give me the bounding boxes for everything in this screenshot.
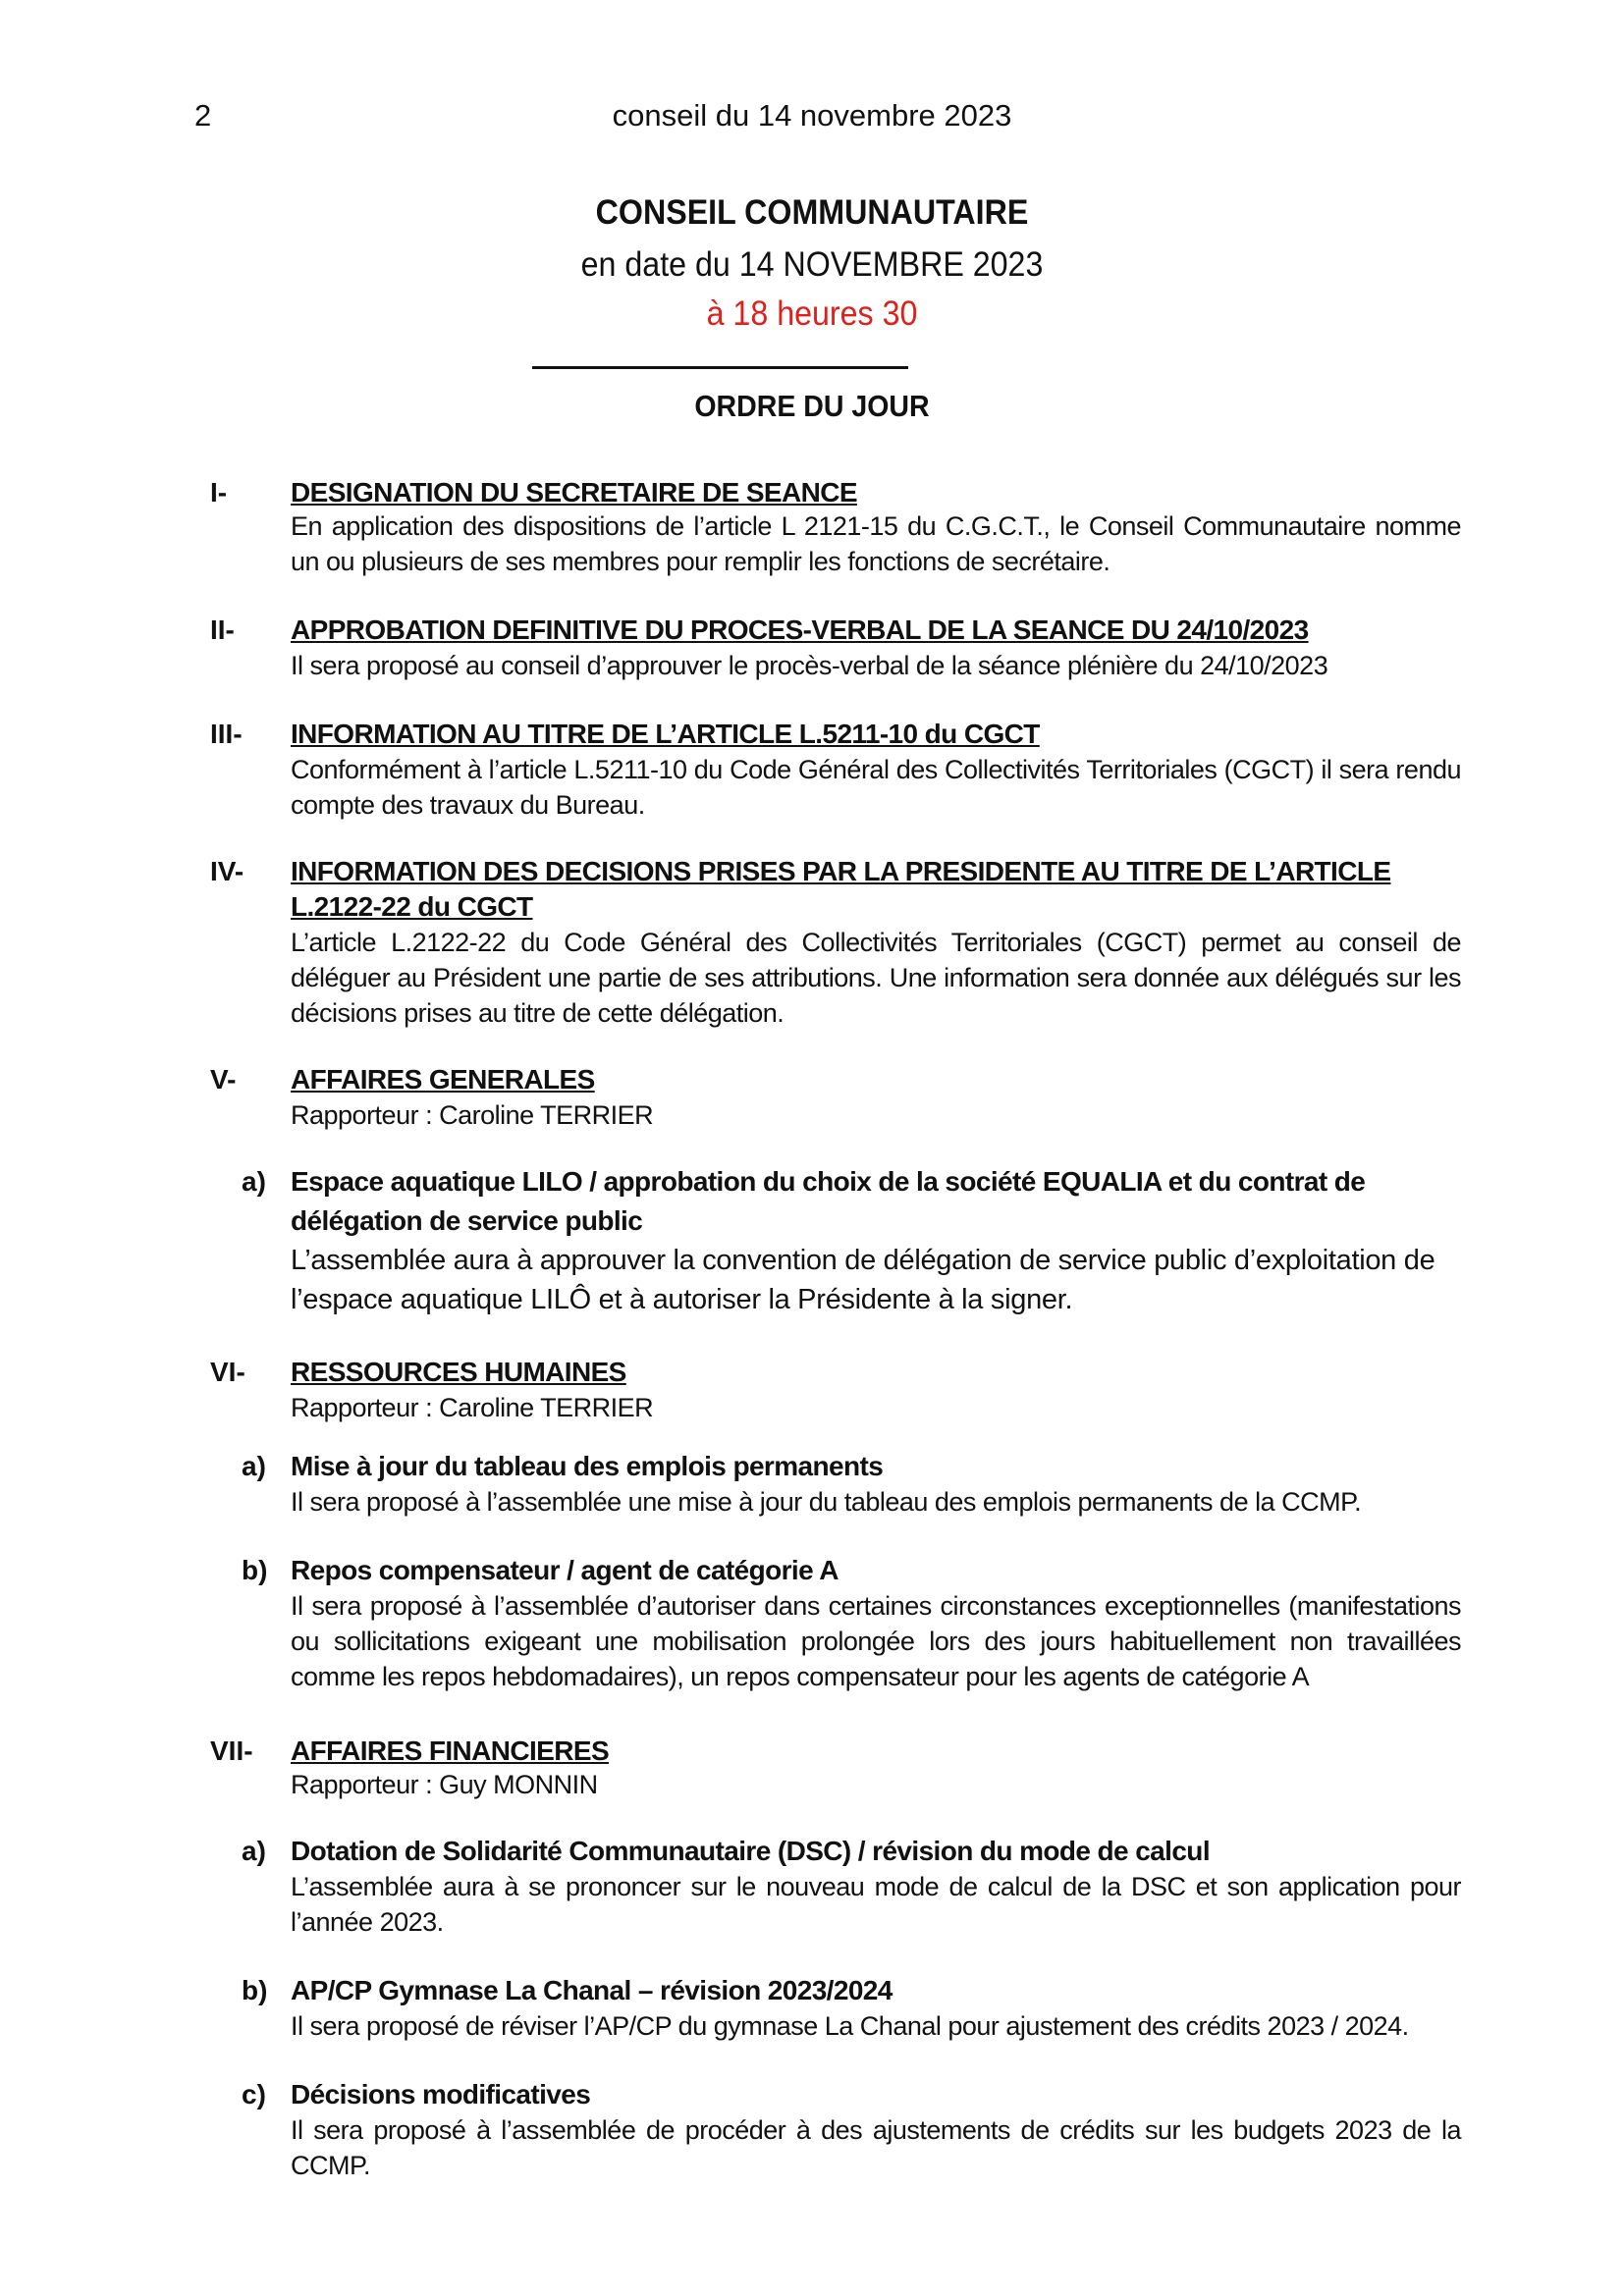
item-body: L’article L.2122-22 du Code Général des Collectivités Territoriales (CGCT) permet au conseil de déléguer au Président une partie de ses attributions. Une information sera donnée aux délégués sur les décisions prises au titre de cette délégation. bbox=[291, 928, 1461, 1028]
sub-item-title: Dotation de Solidarité Communautaire (DSC) / révision du mode de calcul bbox=[291, 1836, 1210, 1866]
item-body: Conformément à l’article L.5211-10 du Code Général des Collectivités Territoriales (CGCT) il sera rendu compte des travaux du Bureau. bbox=[291, 755, 1461, 820]
sub-item-title: AP/CP Gymnase La Chanal – révision 2023/2024 bbox=[291, 1975, 893, 2005]
sub-item-letter: c) bbox=[242, 2079, 266, 2109]
item-number: II- bbox=[210, 614, 235, 645]
item-heading: INFORMATION DES DECISIONS PRISES PAR LA PRESIDENTE AU TITRE DE L’ARTICLE L.2122-22 du CGCT bbox=[291, 856, 1391, 922]
item-rapporteur: Rapporteur : Guy MONNIN bbox=[291, 1770, 598, 1799]
sub-item-letter: b) bbox=[242, 1975, 268, 2005]
sub-item-body: L’assemblée aura à approuver la convention de délégation de service public d’exploitation de l’espace aquatique LILÔ et à autoriser la Présidente à la signer. bbox=[291, 1245, 1435, 1315]
meeting-time: à 18 heures 30 bbox=[706, 294, 918, 333]
sub-item-letter: a) bbox=[242, 1451, 266, 1481]
item-rapporteur: Rapporteur : Caroline TERRIER bbox=[291, 1393, 654, 1422]
item-heading: APPROBATION DEFINITIVE DU PROCES-VERBAL DE LA SEANCE DU 24/10/2023 bbox=[291, 614, 1309, 645]
item-number: IV- bbox=[210, 856, 244, 886]
item-heading: INFORMATION AU TITRE DE L’ARTICLE L.5211-10 du CGCT bbox=[291, 719, 1040, 749]
sub-item-title: Repos compensateur / agent de catégorie A bbox=[291, 1555, 839, 1585]
item-heading: AFFAIRES FINANCIERES bbox=[291, 1735, 610, 1766]
item-number: III- bbox=[210, 719, 243, 749]
item-heading: DESIGNATION DU SECRETAIRE DE SEANCE bbox=[291, 477, 857, 507]
sub-item-title: Espace aquatique LILO / approbation du choix de la société EQUALIA et du contrat de délégation de service public bbox=[291, 1166, 1366, 1236]
page-title: CONSEIL COMMUNAUTAIRE bbox=[595, 193, 1029, 232]
item-heading: RESSOURCES HUMAINES bbox=[291, 1357, 626, 1387]
sub-item-body: Il sera proposé à l’assemblée une mise à jour du tableau des emplois permanents de la CCMP. bbox=[291, 1487, 1362, 1517]
item-number: V- bbox=[210, 1064, 237, 1095]
sub-item-body: L’assemblée aura à se prononcer sur le nouveau mode de calcul de la DSC et son application pour l’année 2023. bbox=[291, 1872, 1461, 1937]
item-number: I- bbox=[210, 477, 228, 507]
sub-item-body: Il sera proposé à l’assemblée d’autoriser dans certaines circonstances exceptionnelles (manifestations ou sollicitations exigeant une mobilisation prolongée lors des jours habituellement non travaillées comme les repos hebdomadaires), un repos compensateur pour les agents de catégorie A bbox=[291, 1591, 1461, 1691]
running-head: conseil du 14 novembre 2023 bbox=[612, 98, 1012, 133]
page-number: 2 bbox=[194, 98, 212, 133]
sub-item-letter: b) bbox=[242, 1555, 268, 1585]
item-number: VII- bbox=[210, 1735, 253, 1766]
sub-item-body: Il sera proposé de réviser l’AP/CP du gymnase La Chanal pour ajustement des crédits 2023 / 2024. bbox=[291, 2011, 1409, 2041]
sub-item-body: Il sera proposé à l’assemblée de procéder à des ajustements de crédits sur les budgets 2023 de la CCMP. bbox=[291, 2115, 1461, 2180]
title-rule bbox=[532, 366, 908, 369]
agenda-heading: ORDRE DU JOUR bbox=[694, 389, 930, 423]
sub-item-title: Mise à jour du tableau des emplois permanents bbox=[291, 1451, 884, 1481]
item-number: VI- bbox=[210, 1357, 245, 1387]
meeting-date: en date du 14 NOVEMBRE 2023 bbox=[580, 245, 1044, 284]
sub-item-title: Décisions modificatives bbox=[291, 2079, 591, 2109]
item-heading: AFFAIRES GENERALES bbox=[291, 1064, 595, 1095]
item-body: Il sera proposé au conseil d’approuver le procès-verbal de la séance plénière du 24/10/2023 bbox=[291, 651, 1328, 680]
sub-item-letter: a) bbox=[242, 1836, 266, 1866]
item-body: En application des dispositions de l’article L 2121-15 du C.G.C.T., le Conseil Communautaire nomme un ou plusieurs de ses membres pour remplir les fonctions de secrétaire. bbox=[291, 511, 1461, 576]
sub-item-letter: a) bbox=[242, 1166, 266, 1197]
item-rapporteur: Rapporteur : Caroline TERRIER bbox=[291, 1100, 654, 1130]
